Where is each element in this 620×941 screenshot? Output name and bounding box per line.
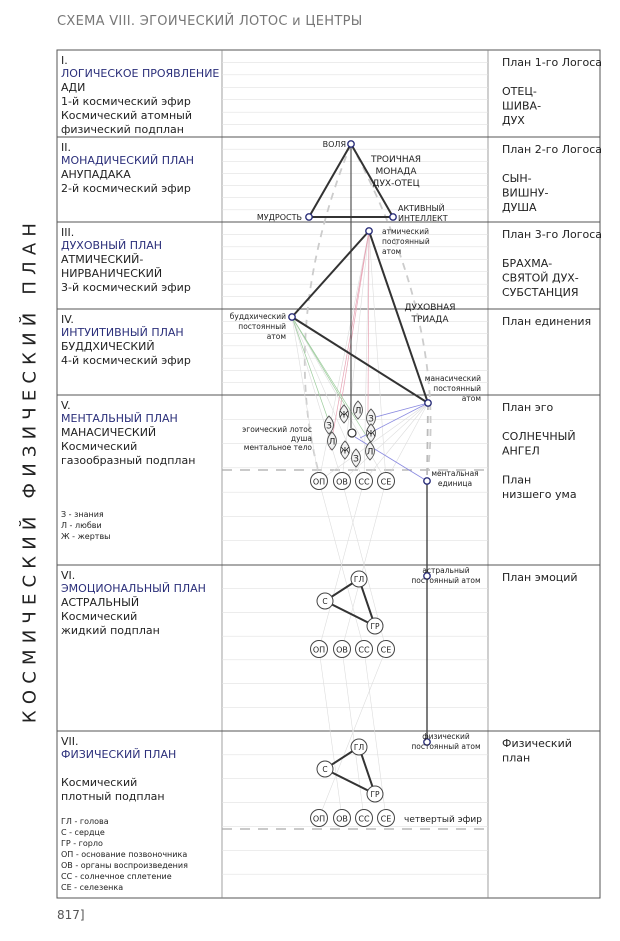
center-lower-astral-label: СС	[358, 645, 370, 655]
astral-centers-label: С	[322, 597, 328, 606]
page-header: СХЕМА VIII. ЭГОИЧЕСКИЙ ЛОТОС и ЦЕНТРЫ	[57, 14, 363, 29]
plane-right-text: План эго	[502, 401, 554, 414]
plane-desc: жидкий подплан	[61, 624, 160, 637]
plane-desc: АДИ	[61, 81, 86, 94]
center-lower-physical-label: ОВ	[336, 814, 348, 824]
thin-ray	[342, 649, 364, 818]
plane-right-text: План единения	[502, 315, 592, 328]
legend-center: С - сердце	[61, 828, 105, 837]
plane-right-text: СЫН-	[502, 172, 532, 185]
label-triple-monad: ДУХ-ОТЕЦ	[372, 179, 420, 189]
center-lower-mental-label: ОВ	[336, 477, 348, 487]
astral-centers-label: ГР	[370, 622, 380, 631]
plane-desc: Космический атомный	[61, 109, 192, 122]
legend-center: ГЛ - голова	[61, 817, 109, 826]
plane-number: IV.	[61, 313, 74, 326]
center-lower-physical-label: СС	[358, 814, 370, 824]
plane-desc: НИРВАНИЧЕСКИЙ	[61, 267, 163, 280]
thin-ray	[319, 649, 342, 818]
label-astral-atom: постоянный атом	[411, 576, 481, 585]
plane-right-text: План 1-го Логоса	[502, 56, 603, 69]
petal-letter: З	[353, 454, 359, 465]
center-lower-mental-label: ОП	[312, 477, 326, 487]
plane-name: МОНАДИЧЕСКИЙ ПЛАН	[61, 154, 195, 167]
plane-number: VII.	[61, 735, 79, 748]
petal-letter: Л	[366, 447, 374, 458]
plane-right-text: ОТЕЦ-	[502, 85, 537, 98]
plane-name: ДУХОВНЫЙ ПЛАН	[61, 239, 163, 252]
label-spiritual-triad: ТРИАДА	[411, 315, 449, 325]
label-atmic-atom: атмический	[382, 227, 429, 236]
plane-desc: Космический	[61, 776, 138, 789]
plane-right-text: План 2-го Логоса	[502, 143, 603, 156]
plane-right-text: план	[502, 751, 531, 765]
page-number: 817]	[57, 908, 85, 922]
label-manasic-atom: манасический	[424, 374, 481, 383]
label-volya: ВОЛЯ	[322, 140, 346, 149]
legend-petal: Л - любви	[61, 521, 102, 530]
plane-desc: АСТРАЛЬНЫЙ	[61, 596, 140, 609]
label-astral-atom: астральный	[422, 566, 470, 575]
thin-ray	[292, 317, 342, 481]
legend-center: СЕ - селезенка	[61, 883, 124, 892]
plane-desc: Космический	[61, 610, 138, 623]
label-physical-atom: постоянный атом	[411, 742, 481, 751]
label-manasic-atom: постоянный	[433, 384, 481, 393]
petal-letter: Ж	[339, 410, 349, 421]
atom-node	[366, 228, 372, 234]
atom-node	[306, 214, 312, 220]
label-mental-unit: единица	[437, 479, 473, 488]
physical-centers-label: ГР	[370, 790, 380, 799]
plane-right-text: ШИВА-	[502, 99, 542, 113]
plane-name: ИНТУИТИВНЫЙ ПЛАН	[61, 326, 184, 339]
atom-node	[348, 141, 354, 147]
label-egoic-lotus: душа	[290, 434, 312, 443]
label-atmic-atom: атом	[382, 247, 402, 256]
center-lower-mental-label: СС	[358, 477, 370, 487]
label-spiritual-triad: ДУХОВНАЯ	[404, 303, 456, 313]
label-triple-monad: МОНАДА	[375, 167, 417, 177]
plane-name: ЛОГИЧЕСКОЕ ПРОЯВЛЕНИЕ	[61, 67, 220, 80]
plane-desc: 1-й космический эфир	[61, 95, 191, 108]
center-lower-physical-label: ОП	[312, 814, 326, 824]
atom-node	[424, 478, 430, 484]
plane-name: ЭМОЦИОНАЛЬНЫЙ ПЛАН	[61, 582, 206, 595]
atom-node	[390, 214, 396, 220]
plane-desc: 4-й космический эфир	[61, 354, 191, 367]
center-lower-astral-label: ОВ	[336, 645, 348, 655]
physical-centers-label: С	[322, 765, 328, 774]
plane-desc: БУДДХИЧЕСКИЙ	[61, 340, 155, 353]
label-buddhic-atom: атом	[266, 332, 286, 341]
petal-letter: Л	[328, 437, 336, 448]
label-active-intellect: ИНТЕЛЛЕКТ	[398, 214, 448, 223]
plane-number: I.	[61, 54, 68, 67]
plane-right-text: План	[502, 473, 532, 487]
plane-right-text: План эмоций	[502, 571, 578, 584]
label-fourth-ether: четвертый эфир	[404, 815, 482, 825]
legend-petal: З - знания	[61, 510, 104, 519]
petal-letter: Ж	[340, 446, 350, 457]
label-buddhic-atom: постоянный	[238, 322, 286, 331]
center-lower-astral-label: ОП	[312, 645, 326, 655]
center-lower-astral-label: СЕ	[380, 645, 392, 655]
plane-number: VI.	[61, 569, 76, 582]
plane-right-text: СОЛНЕЧНЫЙ	[502, 430, 576, 443]
side-title-text: КОСМИЧЕСКИЙ ФИЗИЧЕСКИЙ ПЛАН	[19, 216, 41, 724]
plane-desc: Космический	[61, 440, 138, 453]
plane-number: III.	[61, 226, 75, 239]
label-buddhic-atom: буддхический	[229, 312, 286, 321]
thin-ray	[386, 403, 428, 481]
astral-centers-label: ГЛ	[353, 575, 365, 584]
manas-dash	[427, 403, 428, 481]
plane-name: МЕНТАЛЬНЫЙ ПЛАН	[61, 412, 178, 425]
legend-petal: Ж - жертвы	[61, 532, 111, 541]
legend-center: ОП - основание позвоночника	[61, 850, 188, 859]
plane-desc: АНУПАДАКА	[61, 168, 131, 181]
label-atmic-atom: постоянный	[382, 237, 430, 246]
plane-right-text: АНГЕЛ	[502, 444, 540, 458]
plane-right-text: ДУША	[502, 201, 537, 214]
plane-desc: физический подплан	[61, 123, 184, 136]
plane-desc: 3-й космический эфир	[61, 281, 191, 294]
plane-right-text: План 3-го Логоса	[502, 228, 603, 241]
petal-letter: З	[368, 414, 374, 425]
plane-right-text: низшего ума	[502, 488, 577, 501]
plane-right-text: ДУХ	[502, 114, 525, 127]
label-physical-atom: физический	[422, 732, 470, 741]
label-active-intellect: АКТИВНЫЙ	[398, 204, 445, 213]
label-manasic-atom: атом	[461, 394, 481, 403]
label-mental-unit: ментальная	[431, 469, 479, 478]
plane-desc: МАНАСИЧЕСКИЙ	[61, 426, 157, 439]
plane-right-text: СУБСТАНЦИЯ	[502, 286, 579, 299]
physical-centers-label: ГЛ	[353, 743, 365, 752]
legend-center: ОВ - органы воспроизведения	[61, 861, 188, 870]
plane-number: V.	[61, 399, 71, 412]
plane-right-text: БРАХМА-	[502, 257, 553, 270]
legend-center: СС - солнечное сплетение	[61, 872, 172, 881]
plane-desc: плотный подплан	[61, 790, 165, 803]
label-triple-monad: ТРОИЧНАЯ	[370, 155, 422, 165]
pink-ray	[368, 231, 369, 412]
center-lower-physical-label: СЕ	[380, 814, 392, 824]
label-egoic-lotus: ментальное тело	[243, 443, 312, 452]
center-lower-mental-label: СЕ	[380, 477, 392, 487]
thin-ray	[292, 317, 319, 481]
atom-node	[289, 314, 295, 320]
plane-right-text: СВЯТОЙ ДУХ-	[502, 271, 579, 285]
plane-right-text: ВИШНУ-	[502, 186, 549, 200]
label-egoic-lotus: эгоический лотос	[242, 425, 312, 434]
plane-number: II.	[61, 141, 71, 154]
atom-node	[425, 400, 431, 406]
lotus-center	[348, 429, 356, 437]
legend-center: ГР - горло	[61, 839, 103, 848]
plane-desc: 2-й космический эфир	[61, 182, 191, 195]
label-wisdom: МУДРОСТЬ	[256, 213, 302, 222]
petal-letter: Ж	[366, 429, 376, 440]
plane-desc: газообразный подплан	[61, 454, 196, 467]
plane-name: ФИЗИЧЕСКИЙ ПЛАН	[61, 748, 177, 761]
plane-desc: АТМИЧЕСКИЙ-	[61, 253, 144, 266]
petal-letter: Л	[354, 406, 362, 417]
petal-letter: З	[326, 421, 332, 432]
plane-right-text: Физический	[502, 737, 572, 750]
